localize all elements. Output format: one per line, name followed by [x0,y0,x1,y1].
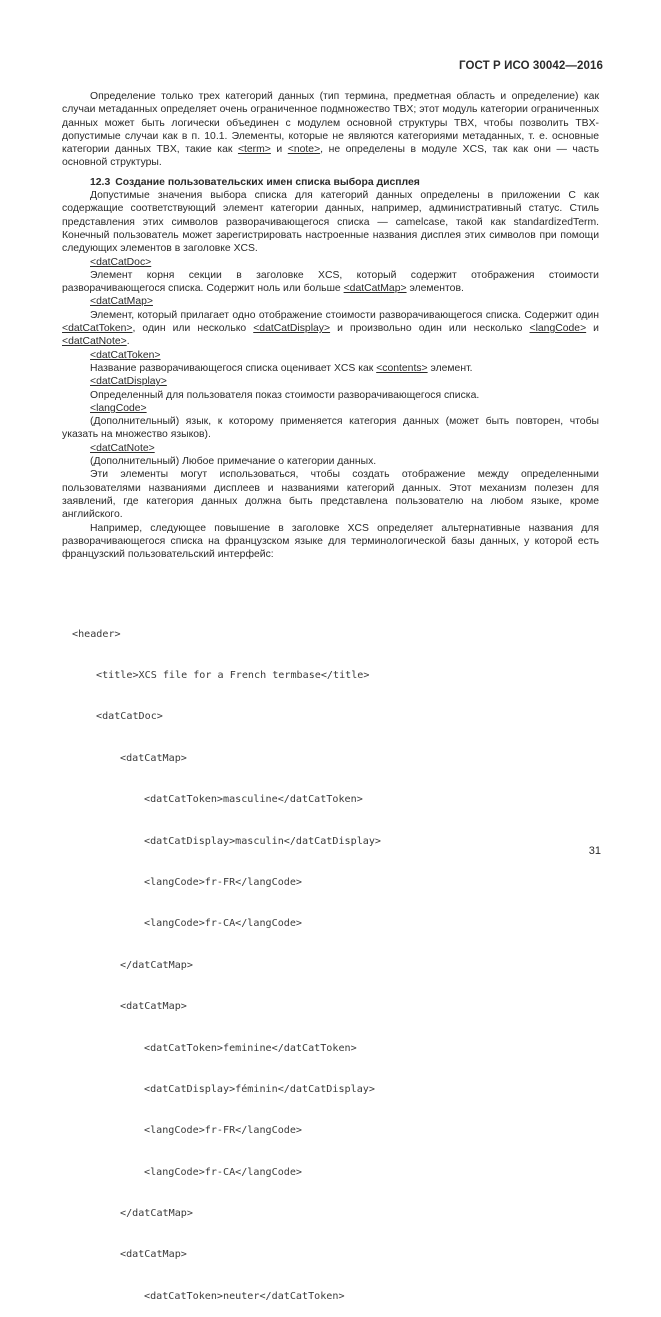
datcatmap-link[interactable]: <datCatMap> [343,283,407,295]
code-line: </datCatMap> [120,1208,193,1220]
note-element-link[interactable]: <note> [287,144,321,156]
langcode-link[interactable]: <langCode> [529,323,587,335]
datcatnote-link[interactable]: <datCatNote> [90,442,155,454]
code-line: <langCode>fr-FR</langCode> [144,876,303,888]
section-number: 12.3 [90,176,111,188]
code-line: <datCatToken>feminine</datCatToken> [144,1042,357,1054]
document-body [62,90,599,561]
code-line: <datCatDoc> [96,711,163,723]
code-line: <datCatMap> [120,1249,187,1261]
code-line: <header> [72,628,121,640]
datcattoken-link[interactable]: <datCatToken> [90,349,161,361]
datcatnote-link[interactable]: <datCatNote> [62,336,127,348]
section-heading [62,176,599,189]
code-line: <datCatDisplay>masculin</datCatDisplay> [144,835,382,847]
datcatdisplay-link[interactable]: <datCatDisplay> [253,323,331,335]
element-description: Название разворачивающегося списка оценивает XCS как <contents> элемент. [90,362,473,374]
code-line: <title>XCS file for a French termbase</title> [96,669,370,681]
element-term [62,375,599,388]
code-line: <langCode>fr-CA</langCode> [144,1166,303,1178]
term-element-link[interactable]: <term> [237,144,271,156]
element-description: (Дополнительный) Любое примечание о категории данных. [90,456,377,468]
element-term [62,256,599,269]
element-term [62,295,599,308]
code-line: </datCatMap> [120,959,193,971]
page-number: 31 [588,845,601,857]
code-line: <datCatToken>masculine</datCatToken> [144,794,363,806]
code-line: <langCode>fr-CA</langCode> [144,918,303,930]
element-description: Элемент корня секции в заголовке XCS, который содержит отображения стоимости разворачивающегося списка. Содержит ноль или больше <datCatMap> элементов. [62,269,599,295]
element-description: (Дополнительный) язык, к которому применяется категория данных (может быть повторен, чтобы указать на множество языков). [62,416,599,441]
paragraph-mapping: Эти элементы могут использоваться, чтобы создать отображение между определенными пользователями названиями дисплеев и названиями категорий данных. Этот механизм полезен для заявлений, где категория данных должна быть представлена пользователю на любом языке, кроме английского. [62,469,599,521]
code-line: <datCatToken>neuter</datCatToken> [144,1290,345,1302]
datcattoken-link[interactable]: <datCatToken> [62,323,133,335]
paragraph-picklist: Допустимые значения выбора списка для категорий данных определены в приложении C как содержащие соответствующий элемент категории данных, например, административный статус. Стиль представления этих символов разворачивающегося списка — camelcase, такой как standardizedTerm. Конечный пользователь может зарегистрировать настроенные названия дисплея этих символов при помощи следующих элементов в заголовке XCS. [62,190,599,255]
datcatdisplay-link[interactable]: <datCatDisplay> [90,376,167,388]
section-title: Создание пользовательских имен списка выбора дисплея [115,176,420,188]
datcatdoc-link[interactable]: <datCatDoc> [90,256,152,268]
code-line: <datCatMap> [120,1001,187,1013]
element-term [62,349,599,362]
element-description: Элемент, который прилагает одно отображение стоимости разворачивающегося списка. Содержит один <datCatToken>, один или несколько <datCatDisplay> и произвольно один или несколько <langCode> и <datCatNote>. [62,309,599,348]
langcode-link[interactable]: <langCode> [90,402,147,414]
code-example [72,600,381,1317]
code-line: <datCatDisplay>féminin</datCatDisplay> [144,1083,375,1095]
contents-link[interactable]: <contents> [376,362,428,374]
element-term [62,402,599,415]
paragraph-example: Например, следующее повышение в заголовке XCS определяет альтернативные названия для разворачивающегося списка на французском языке для терминологической базы данных, у которой есть французский пользовательский интерфейс: [62,522,599,561]
document-header: ГОСТ Р ИСО 30042—2016 [458,60,603,72]
datcatmap-link[interactable]: <datCatMap> [90,296,153,308]
element-term [62,442,599,455]
code-line: <datCatMap> [120,752,187,764]
code-line: <langCode>fr-FR</langCode> [144,1125,303,1137]
element-description: Определенный для пользователя показ стоимости разворачивающегося списка. [90,389,480,401]
paragraph-metadata: Определение только трех категорий данных (тип термина, предметная область и определение) как случаи метаданных определяет очень ограниченное подмножество TBX; этот модуль категории ограниченных данных может быть логически объединен с модулем основной структуры TBX, чтобы позволить TBX-допустимые случаи как в п. 10.1. Элементы, которые не являются категориями метаданных, т. е. основные категории данных TBX, такие как <term> и <note>, не определены в модуле XCS, так как они — часть основной структуры. [62,91,599,169]
